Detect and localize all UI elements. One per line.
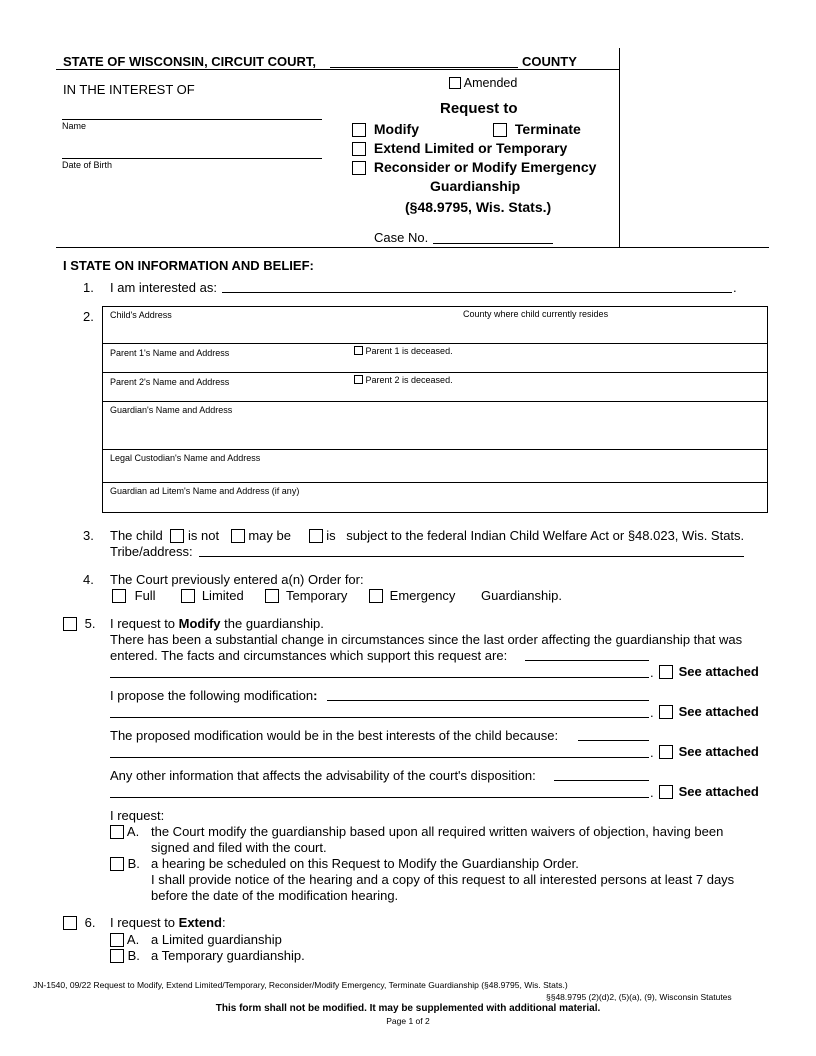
i-request-label: I request: xyxy=(110,808,165,823)
item5-checkbox[interactable] xyxy=(63,617,77,631)
limited-checkbox[interactable] xyxy=(181,589,195,603)
tribe-field[interactable] xyxy=(199,556,744,557)
other-see-attached-label: See attached xyxy=(678,784,759,799)
other-info-field-1[interactable] xyxy=(554,780,649,781)
statement-heading: I STATE ON INFORMATION AND BELIEF: xyxy=(63,258,314,273)
facts-field-2[interactable] xyxy=(110,677,649,678)
modify-label: Modify xyxy=(373,121,419,137)
item1-period: . xyxy=(733,280,737,295)
statute-title: (§48.9795, Wis. Stats.) xyxy=(405,199,552,215)
is-checkbox[interactable] xyxy=(309,529,323,543)
dob-label: Date of Birth xyxy=(62,160,113,170)
terminate-label: Terminate xyxy=(514,121,581,137)
order-guardianship-label: Guardianship. xyxy=(481,588,562,603)
may-be-checkbox[interactable] xyxy=(231,529,245,543)
court-title: STATE OF WISCONSIN, CIRCUIT COURT, xyxy=(63,54,317,69)
item3-number: 3. xyxy=(83,528,94,543)
item2-number: 2. xyxy=(83,309,94,324)
item5-para-line1: There has been a substantial change in circumstances since the last order affecting the guardianship that was xyxy=(110,632,743,647)
best-interests-label: The proposed modification would be in the best interests of the child because: xyxy=(110,728,559,743)
item1-field[interactable] xyxy=(222,292,732,293)
dob-field[interactable] xyxy=(62,158,322,159)
case-no-field[interactable] xyxy=(433,243,553,244)
guardianship-title: Guardianship xyxy=(430,178,521,194)
item4-label: The Court previously entered a(n) Order for: xyxy=(110,572,364,587)
facts-see-attached-checkbox[interactable] xyxy=(659,665,673,679)
other-info-period: . xyxy=(650,785,654,800)
icwa-text: subject to the federal Indian Child Welfare Act or §48.023, Wis. Stats. xyxy=(346,528,745,543)
name-label: Name xyxy=(62,121,87,131)
terminate-checkbox[interactable] xyxy=(493,123,507,137)
is-not-checkbox[interactable] xyxy=(170,529,184,543)
amended-option[interactable] xyxy=(449,76,517,90)
parent1-row[interactable] xyxy=(103,344,767,373)
best-interests-period: . xyxy=(650,745,654,760)
modify-b-letter: B. xyxy=(127,856,140,871)
facts-see-attached-label: See attached xyxy=(678,664,759,679)
extend-a-text: a Limited guardianship xyxy=(151,932,282,947)
facts-period: . xyxy=(650,665,654,680)
parent1-deceased-option[interactable] xyxy=(354,346,453,356)
modify-b-text-1: a hearing be scheduled on this Request to Modify the Guardianship Order. xyxy=(151,856,579,871)
best-interests-field-1[interactable] xyxy=(578,740,649,741)
item5-number: 5. xyxy=(84,616,96,631)
custodian-label: Legal Custodian's Name and Address xyxy=(110,453,261,463)
gal-row[interactable] xyxy=(103,483,767,512)
item6-lead: I request to Extend: xyxy=(110,915,226,930)
item6-checkbox[interactable] xyxy=(63,916,77,930)
item5-para-line2: entered. The facts and circumstances which support this request are: xyxy=(110,648,508,663)
modify-b-text-3: before the date of the modification hearing. xyxy=(151,888,399,903)
best-interests-field-2[interactable] xyxy=(110,757,649,758)
childs-address-label: Child's Address xyxy=(110,310,172,320)
parent2-deceased-checkbox[interactable] xyxy=(354,375,363,384)
limited-label: Limited xyxy=(201,588,244,603)
gal-label: Guardian ad Litem's Name and Address (if any) xyxy=(110,486,300,496)
childs-address-row[interactable] xyxy=(103,307,767,344)
temporary-checkbox[interactable] xyxy=(265,589,279,603)
extend-b-text: a Temporary guardianship. xyxy=(151,948,305,963)
other-info-field-2[interactable] xyxy=(110,797,649,798)
item1-number: 1. xyxy=(83,280,94,295)
guardian-label: Guardian's Name and Address xyxy=(110,405,233,415)
party-address-table xyxy=(102,306,768,513)
propose-see-attached[interactable] xyxy=(659,704,759,719)
header-rule xyxy=(56,69,620,70)
parent2-deceased-option[interactable] xyxy=(354,375,453,385)
propose-field-2[interactable] xyxy=(110,717,649,718)
is-label: is xyxy=(326,528,336,543)
modify-b-text-2: I shall provide notice of the hearing and a copy of this request to all interested persons at least 7 days xyxy=(151,872,735,887)
modify-a-text-2: signed and filed with the court. xyxy=(151,840,327,855)
reconsider-checkbox[interactable] xyxy=(352,161,366,175)
full-label: Full xyxy=(134,588,156,603)
extend-option[interactable] xyxy=(352,140,567,156)
county-resides-label: County where child currently resides xyxy=(463,309,609,319)
reconsider-option[interactable] xyxy=(352,159,596,175)
tribe-label: Tribe/address: xyxy=(110,544,193,559)
modify-a-checkbox[interactable] xyxy=(110,825,124,839)
propose-label: I propose the following modification: xyxy=(110,688,318,703)
propose-see-attached-label: See attached xyxy=(678,704,759,719)
modify-a-text-1: the Court modify the guardianship based upon all required written waivers of objection, having been xyxy=(151,824,724,839)
propose-see-attached-checkbox[interactable] xyxy=(659,705,673,719)
reconsider-label: Reconsider or Modify Emergency xyxy=(373,159,597,175)
modify-b-option[interactable] xyxy=(110,856,140,871)
parent1-deceased-label: Parent 1 is deceased. xyxy=(365,346,453,356)
order-type-options xyxy=(112,588,562,603)
may-be-label: may be xyxy=(248,528,291,543)
header-bottom-rule xyxy=(56,247,769,248)
header-divider-vertical xyxy=(619,48,620,248)
parent1-deceased-checkbox[interactable] xyxy=(354,346,363,355)
other-see-attached-checkbox[interactable] xyxy=(659,785,673,799)
item6-number: 6. xyxy=(84,915,96,930)
extend-b-option[interactable] xyxy=(110,948,140,963)
item6-option[interactable] xyxy=(63,915,95,930)
footer-form-id: JN-1540, 09/22 Request to Modify, Extend Limited/Temporary, Reconsider/Modify Emergency, Terminate Guardianship (§48.9795, Wis. Stats.) xyxy=(33,980,568,990)
case-no-label: Case No. xyxy=(374,230,429,245)
footer-notice: This form shall not be modified. It may be supplemented with additional material. xyxy=(215,1003,601,1014)
full-checkbox[interactable] xyxy=(112,589,126,603)
other-see-attached[interactable] xyxy=(659,784,759,799)
extend-a-checkbox[interactable] xyxy=(110,933,124,947)
item4-number: 4. xyxy=(83,572,94,587)
request-to-title: Request to xyxy=(440,100,518,117)
best-see-attached-label: See attached xyxy=(678,744,759,759)
item3-line xyxy=(110,528,744,543)
other-info-label: Any other information that affects the advisability of the court's disposition: xyxy=(110,768,536,783)
county-blank[interactable] xyxy=(330,67,518,68)
item5-option[interactable] xyxy=(63,616,95,631)
custodian-row[interactable] xyxy=(103,450,767,483)
temporary-label: Temporary xyxy=(286,588,348,603)
facts-see-attached[interactable] xyxy=(659,664,759,679)
item5-lead: I request to Modify the guardianship. xyxy=(110,616,324,631)
name-field[interactable] xyxy=(62,119,322,120)
extend-a-letter: A. xyxy=(126,932,140,947)
amended-label: Amended xyxy=(463,76,518,90)
emergency-checkbox[interactable] xyxy=(369,589,383,603)
modify-a-letter: A. xyxy=(126,824,140,839)
footer-page-number: Page 1 of 2 xyxy=(386,1016,430,1026)
best-see-attached[interactable] xyxy=(659,744,759,759)
emergency-label: Emergency xyxy=(389,588,456,603)
parent2-label: Parent 2's Name and Address xyxy=(110,377,230,387)
modify-b-checkbox[interactable] xyxy=(110,857,124,871)
is-not-label: is not xyxy=(188,528,220,543)
parent1-label: Parent 1's Name and Address xyxy=(110,348,230,358)
amended-checkbox[interactable] xyxy=(449,77,461,89)
guardian-row[interactable] xyxy=(103,402,767,450)
item1-label: I am interested as: xyxy=(110,280,217,295)
parent2-deceased-label: Parent 2 is deceased. xyxy=(365,375,453,385)
modify-a-option[interactable] xyxy=(110,824,139,839)
item3-child-label: The child xyxy=(110,528,163,543)
facts-field-1[interactable] xyxy=(525,660,649,661)
propose-field-1[interactable] xyxy=(327,700,649,701)
propose-period: . xyxy=(650,705,654,720)
extend-label: Extend Limited or Temporary xyxy=(373,140,568,156)
footer-statutes: §§48.9795 (2)(d)2, (5)(a), (9), Wisconsin Statutes xyxy=(546,992,732,1002)
extend-checkbox[interactable] xyxy=(352,142,366,156)
extend-a-option[interactable] xyxy=(110,932,139,947)
interest-of-label: IN THE INTEREST OF xyxy=(63,82,195,97)
parent2-row[interactable] xyxy=(103,373,767,402)
extend-b-checkbox[interactable] xyxy=(110,949,124,963)
modify-option[interactable] xyxy=(352,121,419,137)
modify-checkbox[interactable] xyxy=(352,123,366,137)
extend-b-letter: B. xyxy=(127,948,140,963)
county-label: COUNTY xyxy=(522,54,577,69)
terminate-option[interactable] xyxy=(493,121,581,137)
best-see-attached-checkbox[interactable] xyxy=(659,745,673,759)
